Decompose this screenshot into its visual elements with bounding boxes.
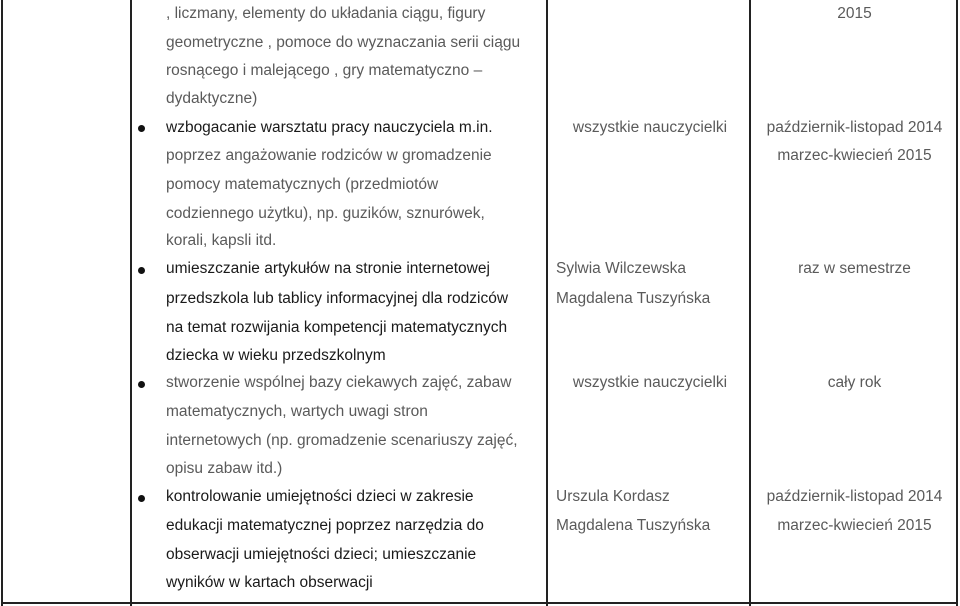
item2-responsible: Sylwia Wilczewska <box>556 260 687 277</box>
item4-responsible: Magdalena Tuszyńska <box>556 517 711 534</box>
item1-line: pomocy matematycznych (przedmiotów <box>166 176 439 193</box>
item3-line: internetowych (np. gromadzenie scenariuszy zajęć, <box>166 432 518 449</box>
item1-date: marzec-kwiecień 2015 <box>777 147 932 164</box>
table-border-right <box>956 0 958 606</box>
intro-line: , liczmany, elementy do układania ciągu, figury <box>166 5 486 22</box>
item1-responsible: wszystkie nauczycielki <box>572 119 728 136</box>
item1-line: korali, kapsli itd. <box>166 232 277 249</box>
item1-line: poprzez angażowanie rodziców w gromadzenie <box>166 147 492 164</box>
item3-line: stworzenie wspólnej bazy ciekawych zajęć, zabaw <box>166 374 512 391</box>
item4-date: marzec-kwiecień 2015 <box>777 517 932 534</box>
table-divider-1 <box>130 0 132 606</box>
item4-line: obserwacji umiejętności dzieci; umieszczanie <box>166 546 477 563</box>
item4-line: kontrolowanie umiejętności dzieci w zakresie <box>166 488 474 505</box>
item1-line: wzbogacanie warsztatu pracy nauczyciela m.in. <box>166 119 493 136</box>
item2-responsible: Magdalena Tuszyńska <box>556 290 711 307</box>
item4-responsible: Urszula Kordasz <box>556 488 670 505</box>
table-border-left <box>1 0 3 606</box>
item3-responsible: wszystkie nauczycielki <box>572 374 728 391</box>
item2-date: raz w semestrze <box>798 260 911 277</box>
intro-line: geometryczne , pomoce do wyznaczania serii ciągu <box>166 34 521 51</box>
item1-date: październik-listopad 2014 <box>766 119 943 136</box>
bullet-icon <box>138 495 145 502</box>
bullet-icon <box>138 381 145 388</box>
item4-line: wyników w kartach obserwacji <box>166 574 373 591</box>
item2-line: umieszczanie artykułów na stronie internetowej <box>166 260 490 277</box>
bullet-icon <box>138 125 145 132</box>
item2-line: dziecka w wieku przedszkolnym <box>166 347 386 364</box>
table-divider-2 <box>546 0 548 606</box>
intro-line: dydaktyczne) <box>166 90 258 107</box>
item2-line: na temat rozwijania kompetencji matematycznych <box>166 319 508 336</box>
item1-line: codziennego użytku), np. guzików, sznurówek, <box>166 205 485 222</box>
item2-line: przedszkola lub tablicy informacyjnej dla rodziców <box>166 290 509 307</box>
item4-line: edukacji matematycznej poprzez narzędzia do <box>166 517 484 534</box>
item4-date: październik-listopad 2014 <box>766 488 943 505</box>
item3-line: matematycznych, wartych uwagi stron <box>166 403 428 420</box>
item3-line: opisu zabaw itd.) <box>166 460 283 477</box>
table-divider-3 <box>749 0 751 606</box>
intro-line: rosnącego i malejącego , gry matematyczno – <box>166 62 483 79</box>
table-border-bottom <box>1 602 958 604</box>
bullet-icon <box>138 267 145 274</box>
item3-date: cały rok <box>827 374 882 391</box>
top-year: 2015 <box>837 5 872 22</box>
